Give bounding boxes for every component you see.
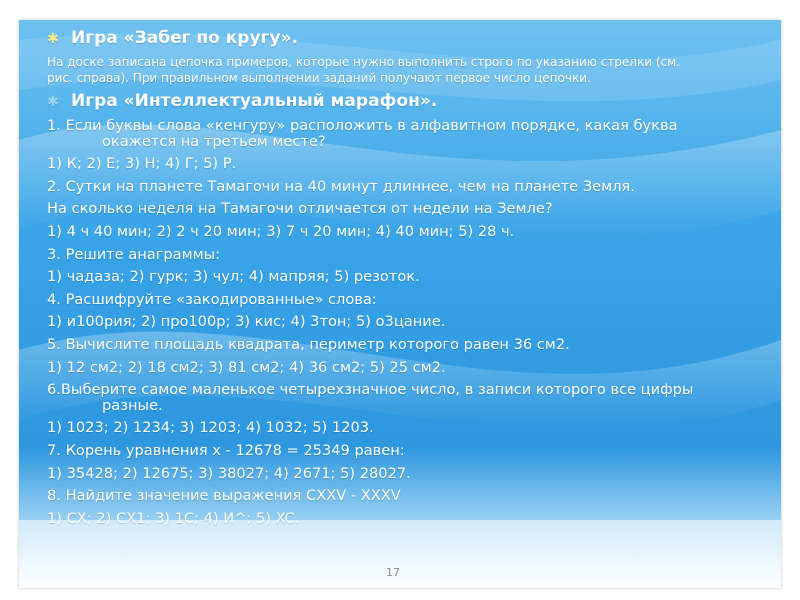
- answers-7: 1) 35428; 2) 12675; 3) 38027; 4) 2671; 5) 28027.: [47, 464, 411, 482]
- question-7: 7. Корень уравнения х - 12678 = 25349 равен:: [47, 441, 405, 459]
- question-6-line-1: 6.Выберите самое маленькое четырехзначное число, в записи которого все цифры: [47, 381, 694, 399]
- question-2-line-2: На сколько неделя на Тамагочи отличается от недели на Земле?: [47, 200, 553, 218]
- answers-6: 1) 1023; 2) 1234; 3) 1203; 4) 1032; 5) 1203.: [47, 419, 374, 437]
- question-3: 3. Решите анаграммы:: [47, 245, 221, 263]
- question-1-line-1: 1. Если буквы слова «кенгуру» расположить в алфавитном порядке, какая буква: [47, 117, 678, 134]
- question-2-line-1: 2. Сутки на планете Тамагочи на 40 минут длиннее, чем на планете Земля.: [47, 177, 635, 195]
- question-1-line-2: окажется на третьем месте?: [102, 132, 326, 150]
- question-8: 8. Найдите значение выражения CXXV - XXXV: [47, 487, 401, 505]
- bullet-star-icon: ✱: [47, 94, 59, 110]
- answers-3: 1) чадаза; 2) гурк; 3) чул; 4) мапряя; 5) резоток.: [47, 268, 420, 286]
- answers-5: 1) 12 см2; 2) 18 см2; 3) 81 см2; 4) 36 см2; 5) 25 см2.: [47, 358, 446, 376]
- question-5: 5. Вычислите площадь квадрата, периметр которого равен 36 см2.: [47, 335, 570, 353]
- slide-number: 17: [386, 566, 400, 579]
- heading-round-run: [47, 30, 765, 47]
- answers-1: 1) К; 2) Е; 3) Н; 4) Г; 5) Р.: [47, 155, 237, 173]
- intro-line-2: рис. справа). При правильном выполнении заданий получают первое число цепочки.: [47, 71, 591, 85]
- slide-content: [47, 28, 765, 526]
- heading-marathon-text: Игра «Интеллектуальный марафон».: [71, 91, 438, 111]
- answers-2: 1) 4 ч 40 мин; 2) 2 ч 20 мин; 3) 7 ч 20 мин; 4) 40 мин; 5) 28 ч.: [47, 222, 515, 240]
- question-4: 4. Расшифруйте «закодированные» слова:: [47, 290, 377, 308]
- bullet-star-icon: ✱: [47, 31, 59, 47]
- intro-line-1: На доске записана цепочка примеров, которые нужно выполнить строго по указанию стрелки (см.: [47, 55, 680, 69]
- heading-marathon: [47, 93, 765, 110]
- heading-round-run-text: Игра «Забег по кругу».: [71, 28, 298, 48]
- slide-frame: [19, 20, 781, 588]
- answers-8: 1) CX; 2) CX1; 3) 1C; 4) И^; 5) XC.: [47, 509, 300, 527]
- answers-4: 1) и100рия; 2) про100р; 3) кис; 4) 3тон; 5) о3цание.: [47, 313, 446, 331]
- question-6-line-2: разные.: [102, 396, 163, 414]
